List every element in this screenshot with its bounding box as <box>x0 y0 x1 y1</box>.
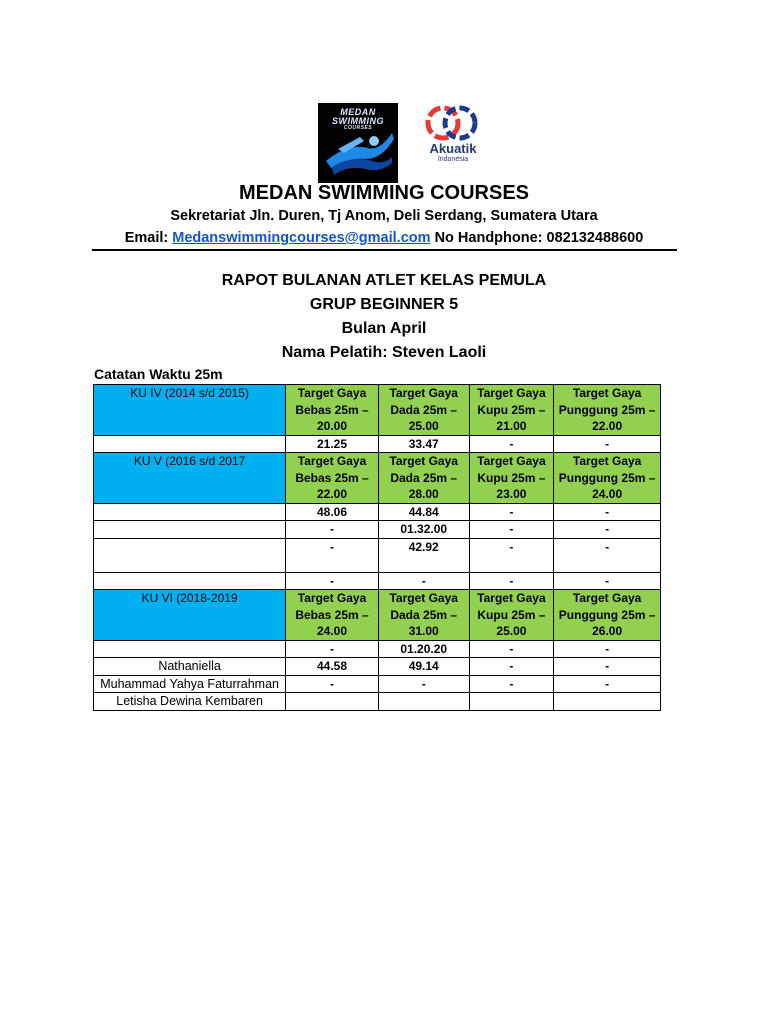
table-row <box>94 693 661 711</box>
time-dada: - <box>378 572 469 590</box>
email-link[interactable]: Medanswimmingcourses@gmail.com <box>172 230 431 246</box>
medan-swimming-logo <box>318 103 398 183</box>
logos <box>318 103 488 183</box>
msc-logo-text-1: MEDAN <box>340 107 376 117</box>
table-row <box>94 658 661 676</box>
report-group: GRUP BEGINNER 5 <box>309 296 459 313</box>
time-kupu <box>469 693 554 711</box>
time-bebas: - <box>286 675 379 693</box>
group-label: KU IV (2014 s/d 2015) <box>94 385 286 436</box>
report-coach: Nama Pelatih: Steven Laoli <box>281 344 487 361</box>
group-header-row <box>94 590 661 641</box>
header-divider <box>92 249 677 251</box>
time-kupu: - <box>469 435 554 453</box>
time-bebas: - <box>286 640 379 658</box>
athlete-name <box>94 503 286 521</box>
time-punggung <box>554 693 661 711</box>
target-kupu: Target Gaya Kupu 25m – 21.00 <box>469 385 554 436</box>
org-address: Sekretariat Jln. Duren, Tj Anom, Deli Serdang, Sumatera Utara <box>170 208 598 224</box>
target-punggung: Target Gaya Punggung 25m – 24.00 <box>554 453 661 504</box>
time-kupu: - <box>469 538 554 572</box>
phone-text: No Handphone: 082132488600 <box>434 230 644 246</box>
time-punggung: - <box>554 521 661 539</box>
athlete-name <box>94 521 286 539</box>
time-punggung: - <box>554 675 661 693</box>
athlete-name <box>94 538 286 572</box>
org-title: MEDAN SWIMMING COURSES <box>239 182 529 204</box>
athlete-name <box>94 640 286 658</box>
group-label: KU VI (2018-2019 <box>94 590 286 641</box>
time-punggung: - <box>554 538 661 572</box>
target-dada: Target Gaya Dada 25m – 28.00 <box>378 453 469 504</box>
table-row <box>94 572 661 590</box>
group-header-row <box>94 453 661 504</box>
time-dada: 42.92 <box>378 538 469 572</box>
time-kupu: - <box>469 503 554 521</box>
time-punggung: - <box>554 658 661 676</box>
time-punggung: - <box>554 572 661 590</box>
time-dada: 49.14 <box>378 658 469 676</box>
target-bebas: Target Gaya Bebas 25m – 24.00 <box>286 590 379 641</box>
time-punggung: - <box>554 640 661 658</box>
target-bebas: Target Gaya Bebas 25m – 22.00 <box>286 453 379 504</box>
time-kupu: - <box>469 675 554 693</box>
time-bebas: 48.06 <box>286 503 379 521</box>
target-punggung: Target Gaya Punggung 25m – 22.00 <box>554 385 661 436</box>
athlete-name: Nathaniella <box>94 658 286 676</box>
time-bebas <box>286 693 379 711</box>
swimmer-icon <box>318 103 398 183</box>
time-dada: - <box>378 675 469 693</box>
time-punggung: - <box>554 503 661 521</box>
time-dada: 44.84 <box>378 503 469 521</box>
table-caption: Catatan Waktu 25m <box>94 366 223 382</box>
time-kupu: - <box>469 640 554 658</box>
time-dada <box>378 693 469 711</box>
athlete-name <box>94 435 286 453</box>
akuatik-logo-name: Akuatik <box>429 141 477 156</box>
table-row <box>94 521 661 539</box>
akuatik-indonesia-logo <box>418 103 488 183</box>
akuatik-ring-icon <box>418 103 488 143</box>
akuatik-logo-sub: Indonesia <box>437 156 469 163</box>
table-row <box>94 640 661 658</box>
athlete-name <box>94 572 286 590</box>
target-kupu: Target Gaya Kupu 25m – 23.00 <box>469 453 554 504</box>
time-punggung: - <box>554 435 661 453</box>
times-table <box>93 384 661 711</box>
report-title: RAPOT BULANAN ATLET KELAS PEMULA <box>221 272 547 289</box>
target-dada: Target Gaya Dada 25m – 25.00 <box>378 385 469 436</box>
contact-line <box>0 230 768 246</box>
time-kupu: - <box>469 658 554 676</box>
target-bebas: Target Gaya Bebas 25m – 20.00 <box>286 385 379 436</box>
time-kupu: - <box>469 521 554 539</box>
athlete-name: Muhammad Yahya Faturrahman <box>94 675 286 693</box>
time-kupu: - <box>469 572 554 590</box>
time-bebas: - <box>286 521 379 539</box>
target-dada: Target Gaya Dada 25m – 31.00 <box>378 590 469 641</box>
athlete-name: Letisha Dewina Kembaren <box>94 693 286 711</box>
time-dada: 33.47 <box>378 435 469 453</box>
report-month: Bulan April <box>341 320 427 337</box>
table-row <box>94 435 661 453</box>
table-row <box>94 675 661 693</box>
email-label: Email: <box>124 230 169 246</box>
target-punggung: Target Gaya Punggung 25m – 26.00 <box>554 590 661 641</box>
group-label: KU V (2016 s/d 2017 <box>94 453 286 504</box>
time-bebas: 44.58 <box>286 658 379 676</box>
time-bebas: - <box>286 572 379 590</box>
time-bebas: 21.25 <box>286 435 379 453</box>
msc-logo-text-3: COURSES <box>343 125 373 131</box>
group-header-row <box>94 385 661 436</box>
table-row <box>94 503 661 521</box>
time-dada: 01.32.00 <box>378 521 469 539</box>
table-row <box>94 538 661 572</box>
time-dada: 01.20.20 <box>378 640 469 658</box>
time-bebas: - <box>286 538 379 572</box>
target-kupu: Target Gaya Kupu 25m – 25.00 <box>469 590 554 641</box>
msc-logo-text-2: SWIMMING <box>332 116 384 126</box>
